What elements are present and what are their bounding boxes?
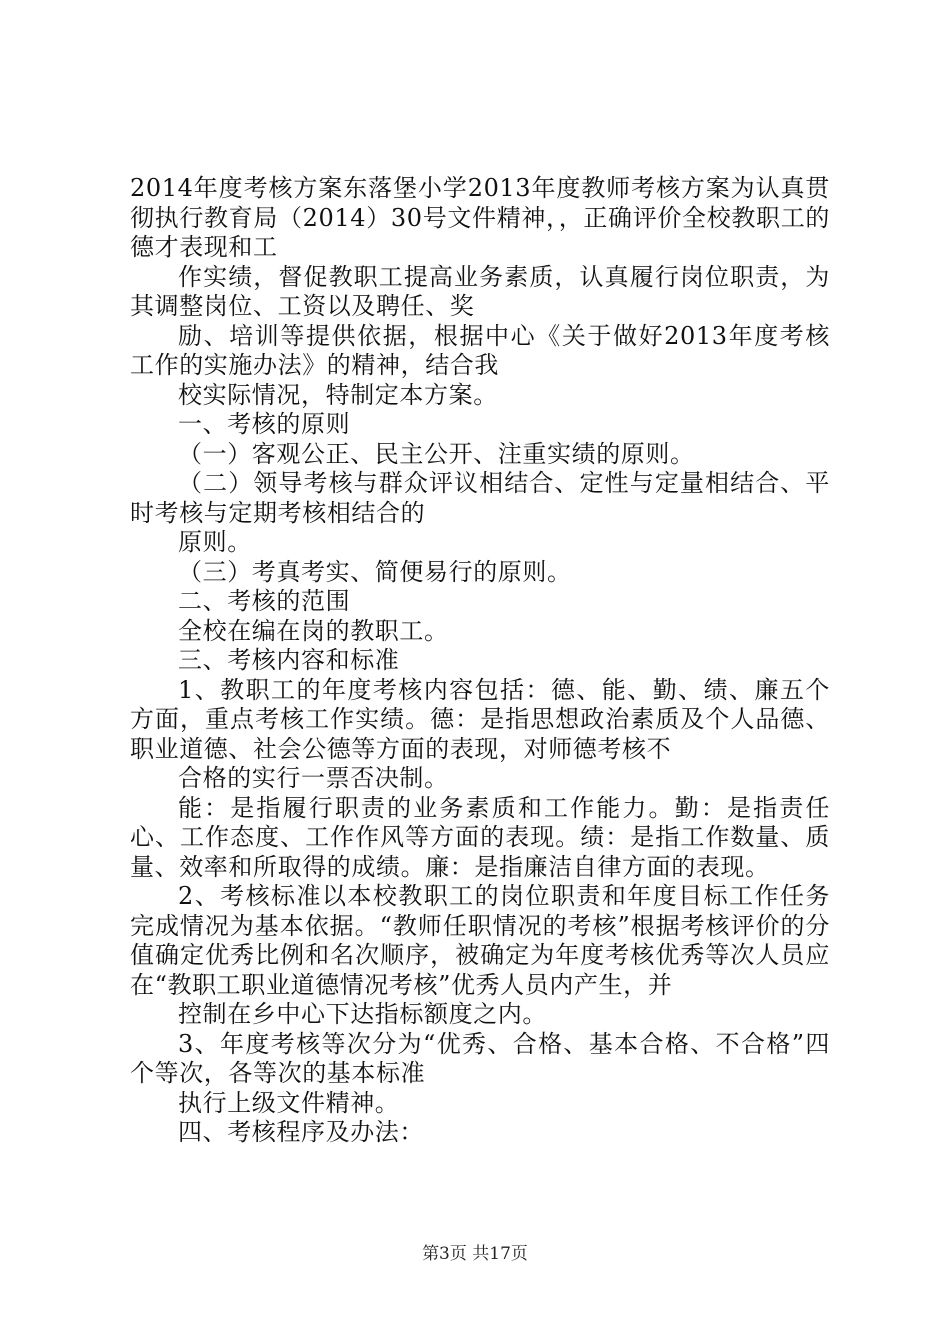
paragraph: 1、教职工的年度考核内容包括：德、能、勤、绩、廉五个方面，重点考核工作实绩。德：是指思想政治素质及个人品德、职业道德、社会公德等方面的表现，对师德考核不 xyxy=(130,675,830,763)
paragraph: 原则。 xyxy=(178,528,252,556)
paragraph: 全校在编在岗的教职工。 xyxy=(178,616,449,645)
section-heading-procedure: 四、考核程序及办法： xyxy=(178,1118,424,1146)
paragraph: 控制在乡中心下达指标额度之内。 xyxy=(178,1000,547,1028)
paragraph: 执行上级文件精神。 xyxy=(178,1088,400,1117)
paragraph: 励、培训等提供依据，根据中心《关于做好2013年度考核工作的实施办法》的精神，结合我 xyxy=(130,321,830,379)
section-heading-content: 三、考核内容和标准 xyxy=(178,646,400,674)
paragraph: 能：是指履行职责的业务素质和工作能力。勤：是指责任心、工作态度、工作作风等方面的表现。绩：是指工作数量、质量、效率和所取得的成绩。廉：是指廉洁自律方面的表现。 xyxy=(130,793,830,881)
paragraph: （三）考真考实、简便易行的原则。 xyxy=(178,557,572,586)
paragraph-intro: 2014年度考核方案东落堡小学2013年度教师考核方案为认真贯彻执行教育局（2014）30号文件精神，，正确评价全校教职工的德才表现和工 xyxy=(130,174,830,261)
document-body xyxy=(130,174,830,1148)
paragraph: 合格的实行一票否决制。 xyxy=(178,764,449,792)
section-heading-scope: 二、考核的范围 xyxy=(178,587,351,615)
paragraph: （二）领导考核与群众评议相结合、定性与定量相结合、平时考核与定期考核相结合的 xyxy=(130,469,830,527)
paragraph: 校实际情况，特制定本方案。 xyxy=(178,380,498,409)
section-heading-principles: 一、考核的原则 xyxy=(178,410,351,438)
page-number-footer: 第3页 共17页 xyxy=(422,1244,528,1264)
paragraph: 2、考核标准以本校教职工的岗位职责和年度目标工作任务完成情况为基本依据。“教师任职情况的考核”根据考核评价的分值确定优秀比例和名次顺序，被确定为年度考核优秀等次人员应在“教职工职业道德情况考核”优秀人员内产生，并 xyxy=(130,882,830,999)
paragraph: （一）客观公正、民主公开、注重实绩的原则。 xyxy=(178,439,695,468)
paragraph: 作实绩，督促教职工提高业务素质，认真履行岗位职责，为其调整岗位、工资以及聘任、奖 xyxy=(130,262,830,320)
paragraph: 3、年度考核等次分为“优秀、合格、基本合格、不合格”四个等次，各等次的基本标准 xyxy=(130,1029,830,1087)
